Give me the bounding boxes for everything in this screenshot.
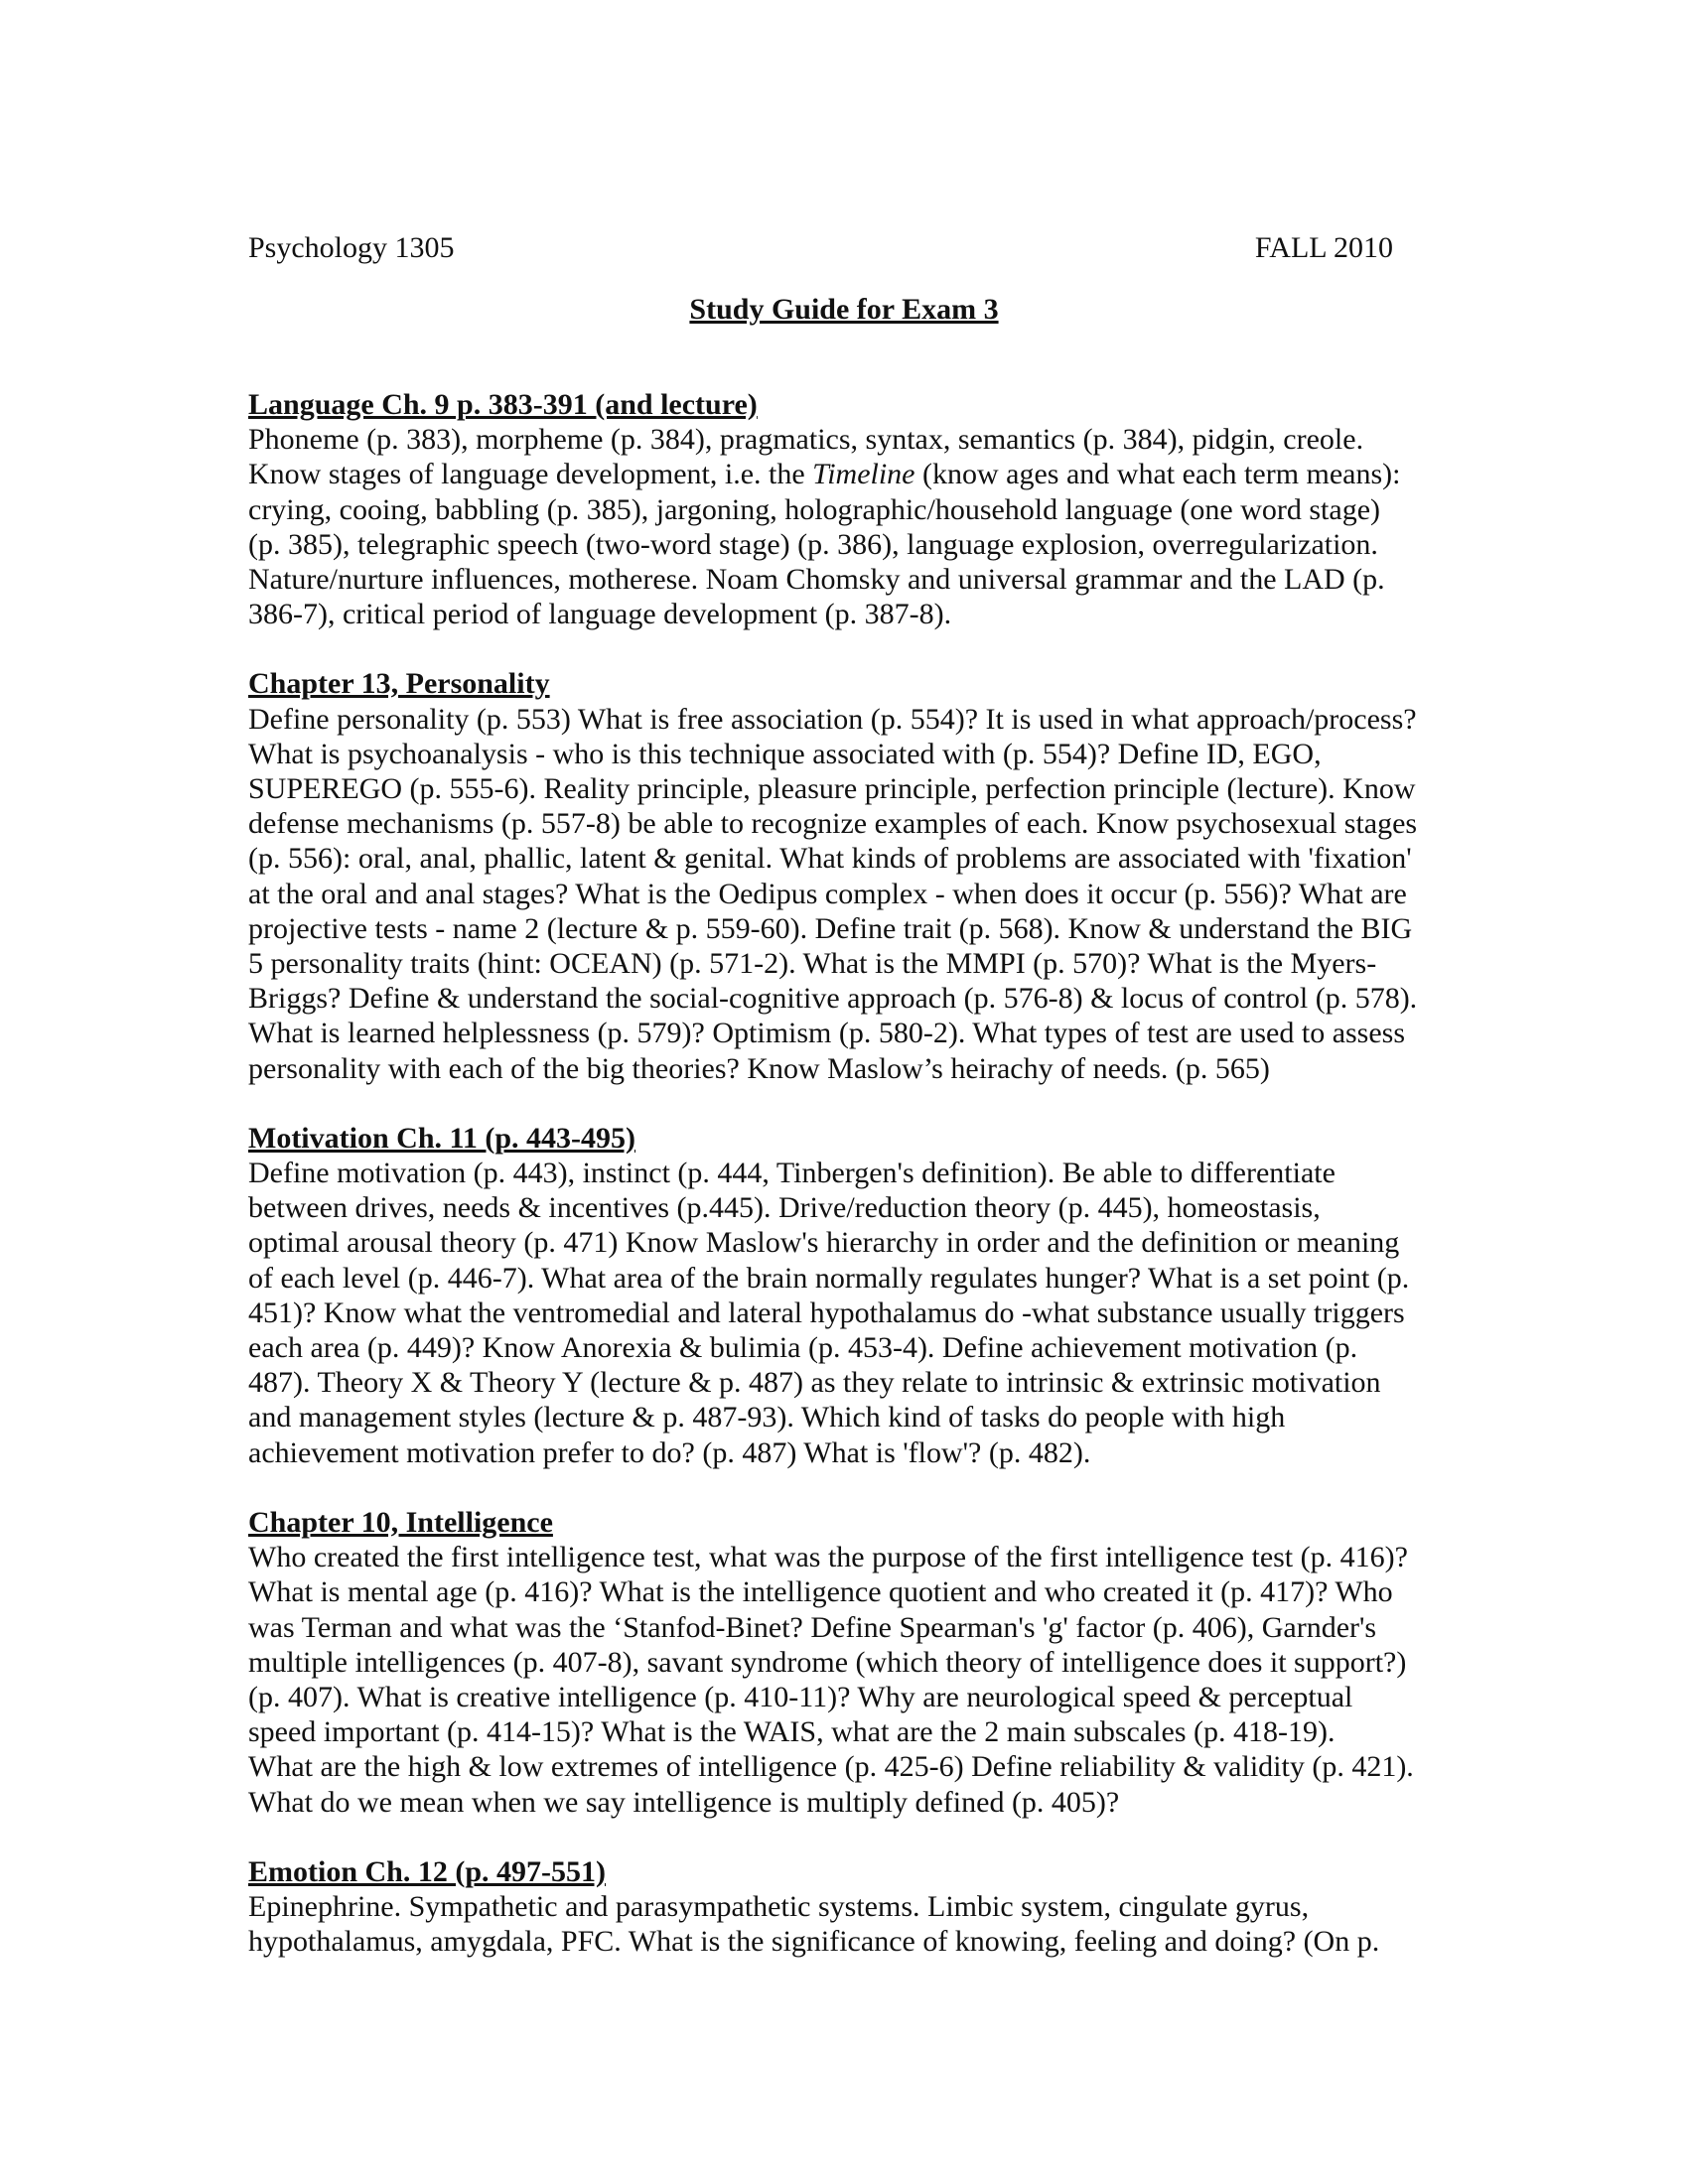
body-text-line: Define motivation (p. 443), instinct (p. 444, Tinbergen's definition). Be able to differentiate: [248, 1157, 1336, 1190]
body-text-line: What is psychoanalysis - who is this technique associated with (p. 554)? Define ID, EGO,: [248, 737, 1322, 770]
body-text-line: What is mental age (p. 416)? What is the intelligence quotient and who created it (p. 417)? Who: [248, 1575, 1393, 1609]
body-text-line: 386-7), critical period of language development (p. 387-8).: [248, 598, 952, 631]
section-heading: Chapter 13, Personality: [248, 667, 550, 701]
term-label: FALL 2010: [1254, 231, 1393, 264]
body-text-line: What are the high & low extremes of intelligence (p. 425-6) Define reliability & validity (p. 421).: [248, 1750, 1414, 1784]
body-text-line: 5 personality traits (hint: OCEAN) (p. 571-2). What is the MMPI (p. 570)? What is the Myers-: [248, 947, 1377, 981]
body-text-line: [248, 457, 1450, 491]
document-header: [248, 228, 1393, 268]
emphasized-term: Timeline: [812, 458, 915, 491]
body-text-line: Who created the first intelligence test, what was the purpose of the first intelligence test (p. 416)?: [248, 1541, 1408, 1574]
body-text-line: SUPEREGO (p. 555-6). Reality principle, pleasure principle, perfection principle (lecture). Know: [248, 772, 1416, 806]
body-text-line: and management styles (lecture & p. 487-93). Which kind of tasks do people with high: [248, 1401, 1286, 1434]
section: [248, 387, 1450, 631]
body-text-line: optimal arousal theory (p. 471) Know Maslow's hierarchy in order and the definition or meaning: [248, 1226, 1400, 1260]
body-text-line: speed important (p. 414-15)? What is the WAIS, what are the 2 main subscales (p. 418-19).: [248, 1715, 1336, 1749]
body-text-line: was Terman and what was the ‘Stanfod-Binet? Define Spearman's 'g' factor (p. 406), Garnder's: [248, 1610, 1377, 1644]
body-text-line: What is learned helplessness (p. 579)? Optimism (p. 580-2). What types of test are used to assess: [248, 1017, 1406, 1050]
course-name: Psychology 1305: [248, 231, 455, 264]
body-text-line: projective tests - name 2 (lecture & p. 559-60). Define trait (p. 568). Know & understand the BIG: [248, 911, 1413, 945]
body-text-line: crying, cooing, babbling (p. 385), jargoning, holographic/household language (one word stage): [248, 492, 1381, 526]
section-heading: Chapter 10, Intelligence: [248, 1505, 553, 1539]
text-run: (know ages and what each term means):: [914, 458, 1401, 491]
body-text-line: What do we mean when we say intelligence is multiply defined (p. 405)?: [248, 1785, 1120, 1819]
body-text-line: achievement motivation prefer to do? (p. 487) What is 'flow'? (p. 482).: [248, 1435, 1091, 1469]
section: [248, 666, 1450, 1085]
body-text-line: 451)? Know what the ventromedial and lateral hypothalamus do -what substance usually triggers: [248, 1296, 1405, 1329]
body-text-line: Define personality (p. 553) What is free association (p. 554)? It is used in what approach/process?: [248, 702, 1417, 736]
body-text-line: 487). Theory X & Theory Y (lecture & p. 487) as they relate to intrinsic & extrinsic motivation: [248, 1366, 1381, 1400]
body-text-line: of each level (p. 446-7). What area of the brain normally regulates hunger? What is a set point (p.: [248, 1261, 1410, 1295]
section: [248, 1854, 1450, 1960]
section: [248, 1121, 1450, 1470]
body-text-line: hypothalamus, amygdala, PFC. What is the significance of knowing, feeling and doing? (On p.: [248, 1925, 1380, 1959]
body-text-line: Phoneme (p. 383), morpheme (p. 384), pragmatics, syntax, semantics (p. 384), pidgin, creole.: [248, 423, 1364, 457]
body-text-line: between drives, needs & incentives (p.445). Drive/reduction theory (p. 445), homeostasis,: [248, 1191, 1321, 1225]
body-text-line: Nature/nurture influences, motherese. Noam Chomsky and universal grammar and the LAD (p.: [248, 563, 1385, 597]
text-run: Know stages of language development, i.e. the: [248, 458, 813, 491]
body-text-line: multiple intelligences (p. 407-8), savant syndrome (which theory of intelligence does it support?): [248, 1645, 1407, 1679]
section-heading: Language Ch. 9 p. 383-391 (and lecture): [248, 388, 758, 421]
body-text-line: Epinephrine. Sympathetic and parasympathetic systems. Limbic system, cingulate gyrus,: [248, 1889, 1310, 1923]
document-body: [248, 387, 1450, 1993]
document-title: Study Guide for Exam 3: [689, 293, 999, 326]
section-heading: Emotion Ch. 12 (p. 497-551): [248, 1854, 607, 1888]
section-heading: Motivation Ch. 11 (p. 443-495): [248, 1121, 635, 1155]
body-text-line: Briggs? Define & understand the social-cognitive approach (p. 576-8) & locus of control (p. 578).: [248, 982, 1418, 1016]
body-text-line: (p. 556): oral, anal, phallic, latent & genital. What kinds of problems are associated with 'fixation': [248, 842, 1412, 876]
body-text-line: personality with each of the big theories? Know Maslow’s heirachy of needs. (p. 565): [248, 1051, 1270, 1085]
body-text-line: at the oral and anal stages? What is the Oedipus complex - when does it occur (p. 556)? What are: [248, 877, 1407, 910]
body-text-line: each area (p. 449)? Know Anorexia & bulimia (p. 453-4). Define achievement motivation (p.: [248, 1331, 1358, 1365]
body-text-line: defense mechanisms (p. 557-8) be able to recognize examples of each. Know psychosexual stages: [248, 807, 1418, 841]
body-text-line: (p. 385), telegraphic speech (two-word stage) (p. 386), language explosion, overregularization.: [248, 527, 1378, 561]
body-text-line: (p. 407). What is creative intelligence (p. 410-11)? Why are neurological speed & perceptual: [248, 1680, 1353, 1713]
section: [248, 1505, 1450, 1820]
